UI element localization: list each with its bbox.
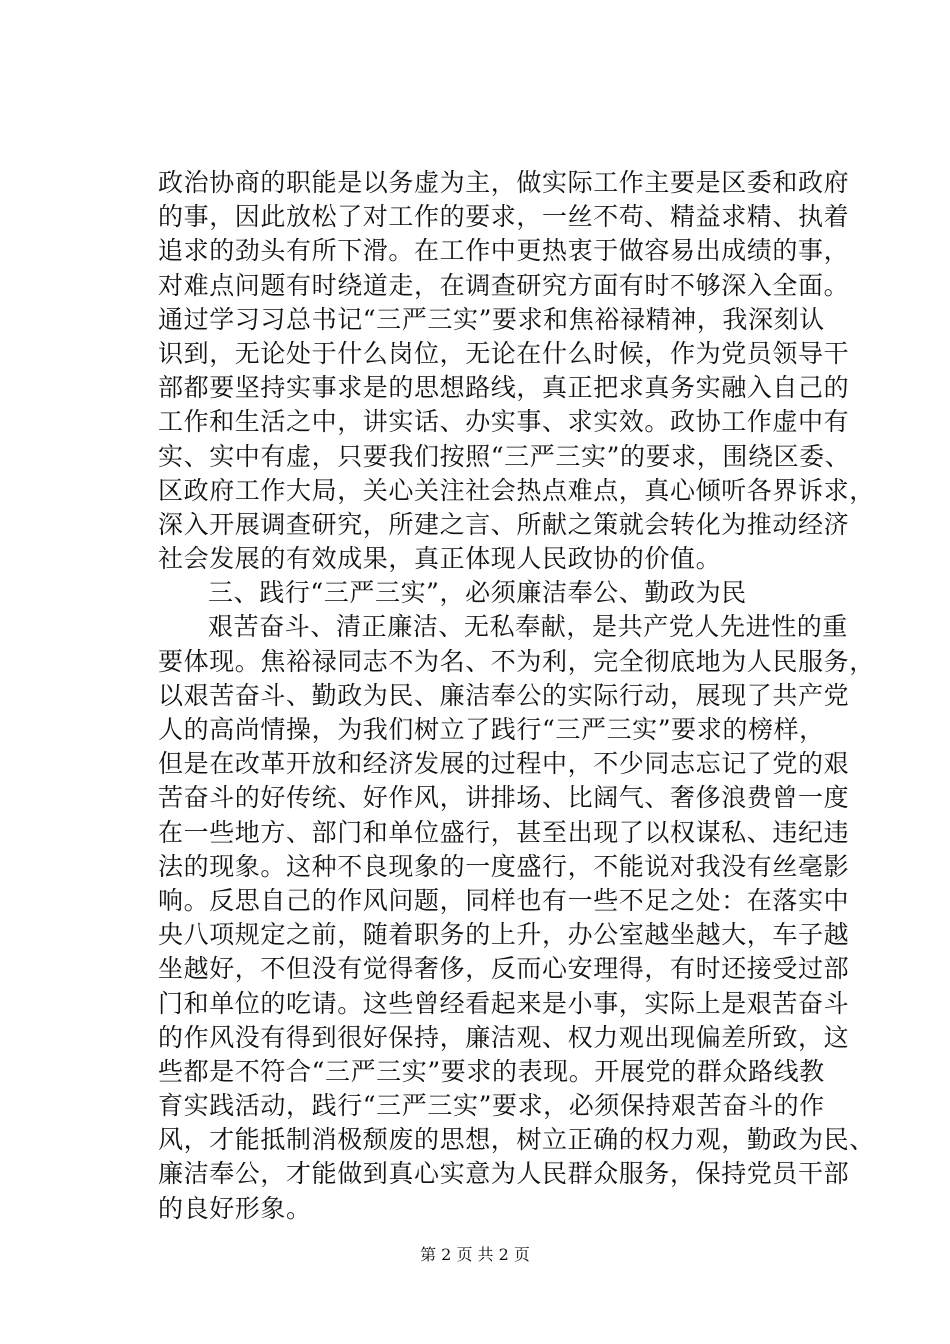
text-line: 但是在改革开放和经济发展的过程中，不少同志忘记了党的艰 xyxy=(158,749,850,779)
text-line: 通过学习习总书记“三严三实”要求和焦裕禄精神，我深刻认 xyxy=(158,304,825,334)
text-line: 苦奋斗的好传统、好作风，讲排场、比阔气、奢侈浪费曾一度 xyxy=(158,783,850,813)
text-line: 以艰苦奋斗、勤政为民、廉洁奉公的实际行动，展现了共产党 xyxy=(158,680,850,710)
text-line: 门和单位的吃请。这些曾经看起来是小事，实际上是艰苦奋斗 xyxy=(158,988,850,1018)
text-line: 识到，无论处于什么岗位，无论在什么时候，作为党员领导干 xyxy=(158,338,850,368)
text-line: 要体现。焦裕禄同志不为名、不为利，完全彻底地为人民服务， xyxy=(158,646,875,676)
text-line: 育实践活动，践行“三严三实”要求，必须保持艰苦奋斗的作 xyxy=(158,1091,825,1121)
text-line: 的作风没有得到很好保持，廉洁观、权力观出现偏差所致，这 xyxy=(158,1022,850,1052)
text-line: 工作和生活之中，讲实话、办实事、求实效。政协工作虚中有 xyxy=(158,407,850,437)
text-line: 风，才能抵制消极颓废的思想，树立正确的权力观，勤政为民、 xyxy=(158,1125,875,1155)
text-line: 深入开展调查研究，所建之言、所献之策就会转化为推动经济 xyxy=(158,509,850,539)
text-line: 坐越好，不但没有觉得奢侈，反而心安理得，有时还接受过部 xyxy=(158,954,850,984)
text-line: 些都是不符合“三严三实”要求的表现。开展党的群众路线教 xyxy=(158,1056,825,1086)
text-line: 对难点问题有时绕道走，在调查研究方面有时不够深入全面。 xyxy=(158,270,850,300)
text-line: 央八项规定之前，随着职务的上升，办公室越坐越大，车子越 xyxy=(158,920,850,950)
text-line: 三、践行“三严三实”，必须廉洁奉公、勤政为民 xyxy=(208,578,747,608)
text-line: 实、实中有虚，只要我们按照“三严三实”的要求，围绕区委、 xyxy=(158,441,851,471)
text-line: 区政府工作大局，关心关注社会热点难点，真心倾听各界诉求， xyxy=(158,475,875,505)
text-line: 在一些地方、部门和单位盛行，甚至出现了以权谋私、违纪违 xyxy=(158,817,850,847)
text-line: 社会发展的有效成果，真正体现人民政协的价值。 xyxy=(158,544,722,574)
text-line: 廉洁奉公，才能做到真心实意为人民群众服务，保持党员干部 xyxy=(158,1159,850,1189)
text-line: 部都要坚持实事求是的思想路线，真正把求真务实融入自己的 xyxy=(158,373,850,403)
text-line: 艰苦奋斗、清正廉洁、无私奉献，是共产党人先进性的重 xyxy=(208,612,849,642)
text-line: 的良好形象。 xyxy=(158,1193,312,1223)
text-line: 的事，因此放松了对工作的要求，一丝不苟、精益求精、执着 xyxy=(158,202,850,232)
document-body xyxy=(158,166,875,1226)
text-line: 追求的劲头有所下滑。在工作中更热衷于做容易出成绩的事， xyxy=(158,236,850,266)
text-line: 法的现象。这种不良现象的一度盛行，不能说对我没有丝毫影 xyxy=(158,851,850,881)
text-line: 政治协商的职能是以务虚为主，做实际工作主要是区委和政府 xyxy=(158,168,850,197)
text-line: 人的高尚情操，为我们树立了践行“三严三实”要求的榜样， xyxy=(158,715,825,744)
text-line: 响。反思自己的作风问题，同样也有一些不足之处：在落实中 xyxy=(158,885,850,915)
page-footer: 第 2 页 共 2 页 xyxy=(420,1245,530,1264)
